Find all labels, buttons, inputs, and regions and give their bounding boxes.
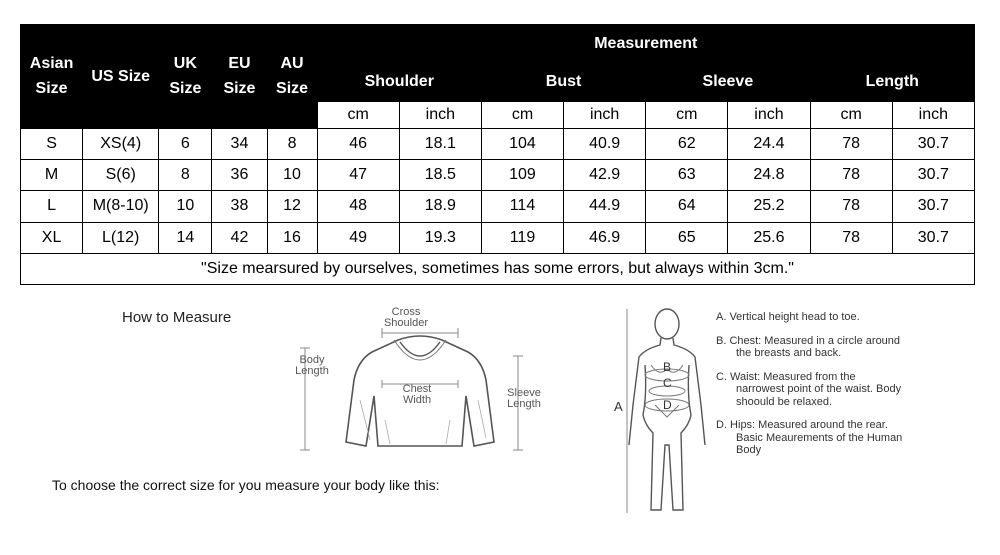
table-cell: 78 [810,191,892,222]
table-cell: 47 [317,160,399,191]
unit-header: cm [317,101,399,128]
header-us-size: US Size [83,25,159,129]
table-cell: 34 [212,128,267,159]
size-rows [21,128,975,253]
header-asian-size: Asian Size [21,25,83,129]
cross-shoulder-label: Cross Shoulder [383,306,429,329]
table-cell: 24.8 [728,160,810,191]
table-cell: 49 [317,222,399,253]
table-cell: 25.6 [728,222,810,253]
size-chart-table [20,24,975,285]
table-cell: 16 [267,222,317,253]
body-measurement-legend [716,311,906,468]
table-cell: 46 [317,128,399,159]
unit-header: inch [728,101,810,128]
body-figure-illustration [605,305,715,520]
marker-a: A [614,399,623,414]
how-to-measure-title: How to Measure [122,309,232,326]
table-cell: 30.7 [892,191,974,222]
measure-instruction: To choose the correct size for you measure your body like this: [52,477,440,493]
unit-header: cm [481,101,563,128]
table-cell: 14 [159,222,212,253]
unit-header: inch [399,101,481,128]
table-cell: 78 [810,222,892,253]
legend-item [716,335,906,360]
table-cell: 18.1 [399,128,481,159]
table-cell: XS(4) [83,128,159,159]
table-cell: 119 [481,222,563,253]
table-cell: 18.5 [399,160,481,191]
legend-item [716,311,906,324]
unit-header: cm [646,101,728,128]
table-cell: 30.7 [892,128,974,159]
marker-b: B [663,360,672,374]
body-length-label: Body Length [295,354,329,377]
legend-item [716,371,906,409]
table-cell: 114 [481,191,563,222]
unit-header: cm [810,101,892,128]
chest-width-label: Chest Width [402,383,432,406]
unit-header: inch [892,101,974,128]
table-cell: 8 [267,128,317,159]
table-cell: 78 [810,160,892,191]
header-au-size: AU Size [267,25,317,129]
table-cell: 62 [646,128,728,159]
table-cell: 46.9 [564,222,646,253]
legend-item-text: A. Vertical height head to toe. [716,311,860,323]
unit-header: inch [564,101,646,128]
table-cell: 36 [212,160,267,191]
table-cell: 42.9 [564,160,646,191]
table-row [21,128,975,159]
table-cell: 6 [159,128,212,159]
table-cell: 24.4 [728,128,810,159]
measurement-note: "Size mearsured by ourselves, sometimes has some errors, but always within 3cm." [21,253,975,284]
marker-d: D [663,398,672,412]
table-cell: M(8-10) [83,191,159,222]
sleeve-length-label: Sleeve Length [507,387,541,410]
table-cell: S(6) [83,160,159,191]
table-cell: 18.9 [399,191,481,222]
table-cell: 109 [481,160,563,191]
legend-item-text: D. Hips: Measured around the rear. Basic Meaurements of the Human Body [716,419,903,456]
header-sleeve: Sleeve [646,63,810,101]
header-shoulder: Shoulder [317,63,481,101]
marker-c: C [663,376,672,390]
table-cell: 48 [317,191,399,222]
table-cell: 44.9 [564,191,646,222]
table-cell: 8 [159,160,212,191]
table-cell: 38 [212,191,267,222]
table-cell: S [21,128,83,159]
table-row [21,191,975,222]
table-cell: 42 [212,222,267,253]
table-cell: 104 [481,128,563,159]
header-bust: Bust [481,63,645,101]
table-row [21,222,975,253]
header-measurement: Measurement [317,25,974,63]
table-cell: 65 [646,222,728,253]
table-cell: 10 [267,160,317,191]
table-cell: 78 [810,128,892,159]
table-cell: 19.3 [399,222,481,253]
table-cell: 25.2 [728,191,810,222]
table-cell: L [21,191,83,222]
table-cell: L(12) [83,222,159,253]
legend-item [716,419,906,457]
table-cell: 12 [267,191,317,222]
header-uk-size: UK Size [159,25,212,129]
header-eu-size: EU Size [212,25,267,129]
header-length: Length [810,63,974,101]
table-row [21,160,975,191]
legend-item-text: B. Chest: Measured in a circle around the breasts and back. [716,334,901,359]
table-cell: 63 [646,160,728,191]
legend-item-text: C. Waist: Measured from the narrowest point of the waist. Body shoould be relaxed. [716,370,902,408]
table-cell: 30.7 [892,222,974,253]
table-cell: XL [21,222,83,253]
table-cell: 30.7 [892,160,974,191]
table-cell: M [21,160,83,191]
table-cell: 10 [159,191,212,222]
table-cell: 40.9 [564,128,646,159]
table-cell: 64 [646,191,728,222]
